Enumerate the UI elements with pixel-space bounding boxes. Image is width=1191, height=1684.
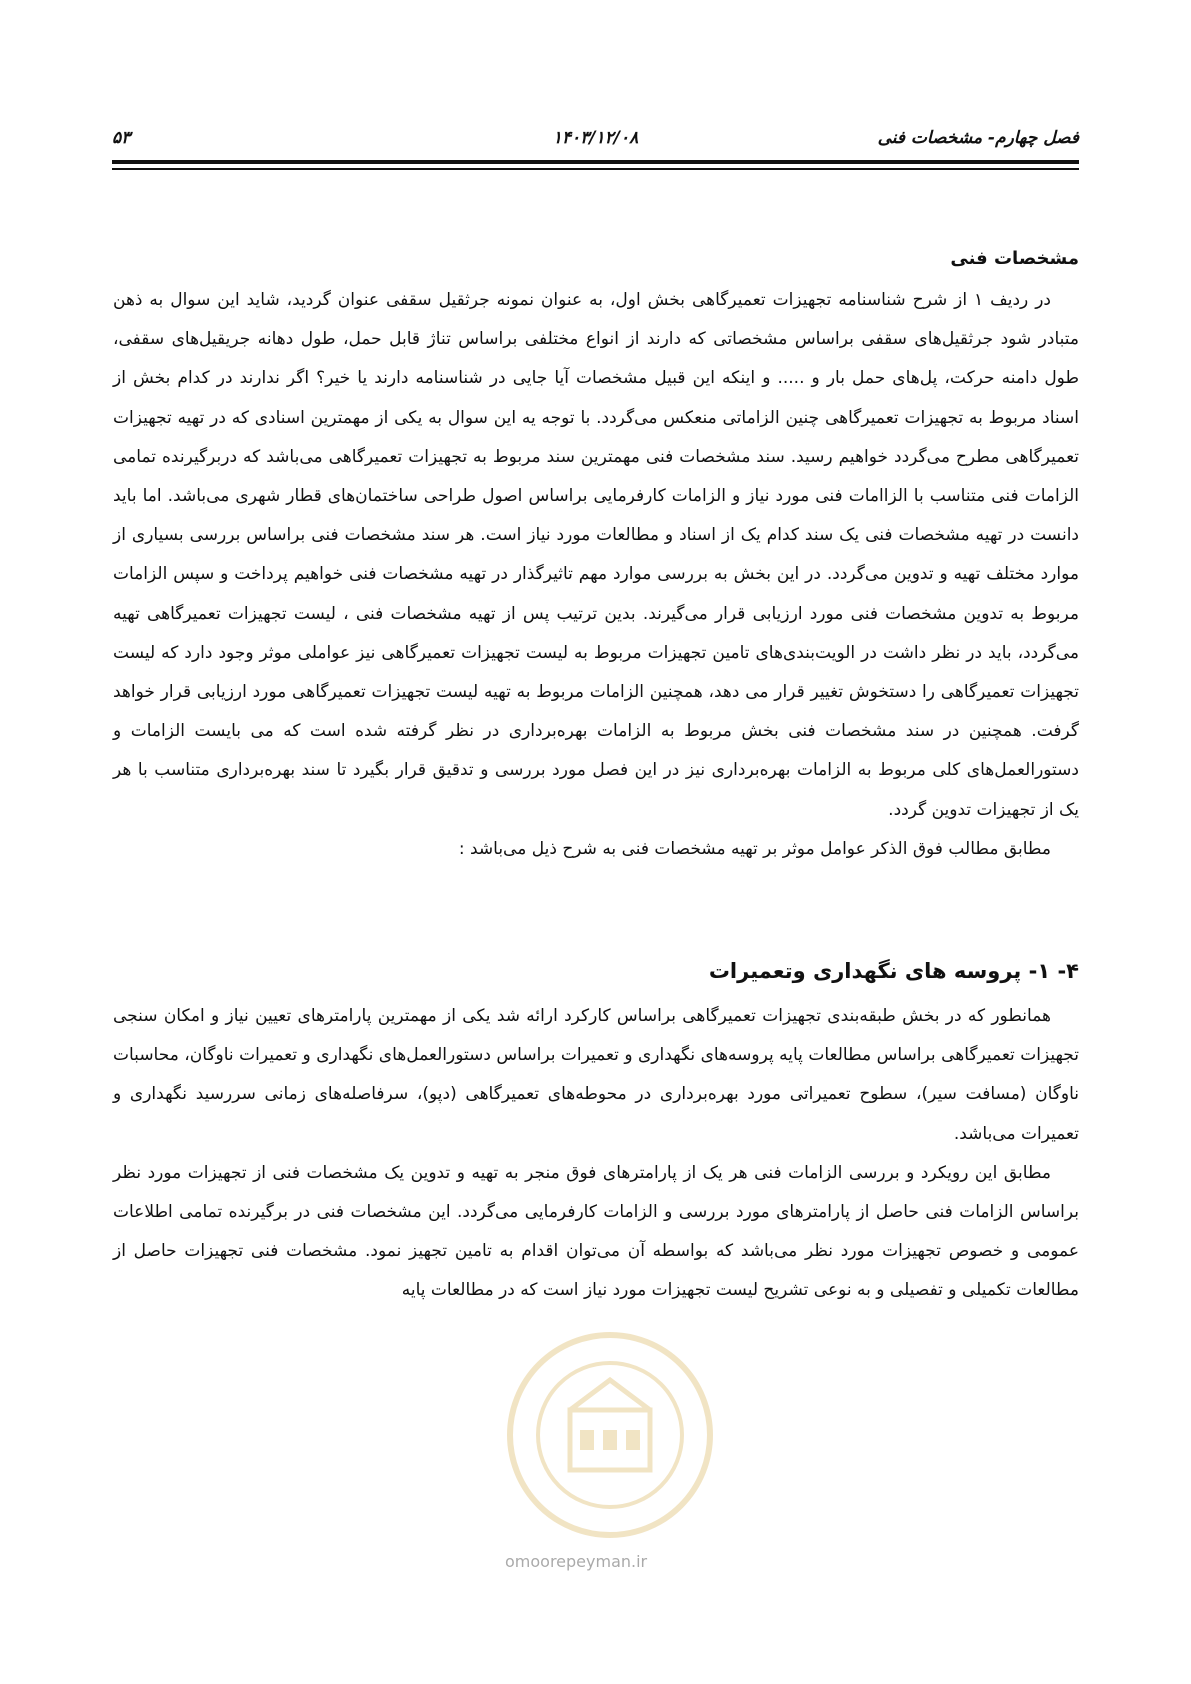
seal-logo-icon — [500, 1320, 720, 1550]
page-number: ۵۳ — [112, 128, 131, 148]
body-content — [113, 248, 1079, 1311]
paragraph: در ردیف ۱ از شرح شناسنامه تجهیزات تعمیرگاهی بخش اول، به عنوان نمونه جرثقیل سقفی عنوان گردید، شاید این سوال به ذهن متبادر شود جرثقیل‌های سقفی براساس مشخصاتی که دارند از انواع مختلفی براساس تناژ قابل حمل، طول دهانه جریقیل‌های سقفی، طول دامنه حرکت، پل‌های حمل بار و ..... و اینکه این قبیل مشخصات آیا جایی در شناسنامه دارند یا خیر؟ اگر ندارند در کدام بخش از اسناد مربوط به تجهیزات تعمیرگاهی چنین الزاماتی منعکس می‌گردد. با توجه یه این سوال به یکی از مهمترین اسنادی که در تهیه تجهیزات تعمیرگاهی مطرح می‌گردد خواهیم رسید. سند مشخصات فنی مهمترین سند مربوط به تجهیزات تعمیرگاهی می‌باشد که دربرگیرنده تمامی الزامات فنی متناسب با الزاامات فنی مورد نیاز و الزامات کارفرمایی براساس اصول طراحی ساختمان‌های قطار شهری می‌باشد. اما باید دانست در تهیه مشخصات فنی یک سند کدام یک از اسناد و مطالعات مورد نیاز است. هر سند مشخصات فنی براساس بررسی بسیاری از موارد مختلف تهیه و تدوین می‌گردد. در این بخش به بررسی موارد مهم تاثیرگذار در تهیه مشخصات فنی خواهیم پرداخت و سپس الزامات مربوط به تدوین مشخصات فنی مورد ارزیابی قرار می‌گیرند. بدین ترتیب پس از تهیه مشخصات فنی ، لیست تجهیزات تعمیرگاهی تهیه می‌گردد، باید در نظر داشت در الویت‌بندی‌های تامین تجهیزات مربوط به لیست تجهیزات تعمیرگاهی نیز عواملی موثر وجود دارد که لیست تجهیزات تعمیرگاهی را دستخوش تغییر قرار می دهد، همچنین الزامات مربوط به تهیه لیست تجهیزات تعمیرگاهی مورد ارزیابی قرار خواهد گرفت. همچنین در سند مشخصات فنی بخش مربوط به الزامات بهره‌برداری در نظر گرفته شده است که می بایست الزامات و دستورالعمل‌های کلی مربوط به الزامات بهره‌برداری نیز در این فصل مورد بررسی و تدقیق قرار بگیرد تا سند بهره‌برداری متناسب با هر یک از تجهیزات تدوین گردد. — [113, 290, 1079, 820]
header-date: ۱۴۰۳/۱۲/۰۸ — [552, 128, 639, 148]
header-rule-thin — [112, 168, 1079, 170]
watermark-url: omoorepeyman.ir — [505, 1552, 648, 1571]
paragraph: مطابق این رویکرد و بررسی الزامات فنی هر یک از پارامترهای فوق منجر به تهیه و تدوین یک مشخصات فنی از تجهیزات مورد نظر براساس الزامات فنی حاصل از پارامترهای مورد بررسی و الزامات کارفرمایی می‌گردد. این مشخصات فنی در برگیرنده تمامی اطلاعات عمومی و خصوص تجهیزات مورد نظر می‌باشد که بواسطه آن می‌توان اقدام به تامین تجهیز نمود. مشخصات فنی تجهیزات حاصل از مطالعات تکمیلی و تفصیلی و به نوعی تشریح لیست تجهیزات مورد نیاز است که در مطالعات پایه — [113, 1162, 1079, 1301]
subheading: مشخصات فنی — [950, 248, 1079, 269]
chapter-title: فصل چهارم- مشخصات فنی — [877, 128, 1079, 148]
page-header — [112, 128, 1079, 156]
header-rule-thick — [112, 160, 1079, 164]
section-title: ۴- ۱- پروسه های نگهداری وتعمیرات — [708, 959, 1079, 984]
paragraph: مطابق مطالب فوق الذکر عوامل موثر بر تهیه مشخصات فنی به شرح ذیل می‌باشد : — [458, 838, 1051, 859]
paragraph: همانطور که در بخش طبقه‌بندی تجهیزات تعمیرگاهی براساس کارکرد ارائه شد یکی از مهمترین پارامترهای تعیین نیاز و امکان سنجی تجهیزات تعمیرگاهی براساس مطالعات پایه پروسه‌های نگهداری و تعمیرات براساس دستورالعمل‌های نگهداری و تعمیرات ناوگان، محاسبات ناوگان (مسافت سیر)، سطوح تعمیراتی مورد بهره‌برداری در محوطه‌های تعمیرگاهی (دپو)، سرفاصله‌های زمانی سررسید نگهداری و تعمیرات می‌باشد. — [113, 1006, 1079, 1144]
